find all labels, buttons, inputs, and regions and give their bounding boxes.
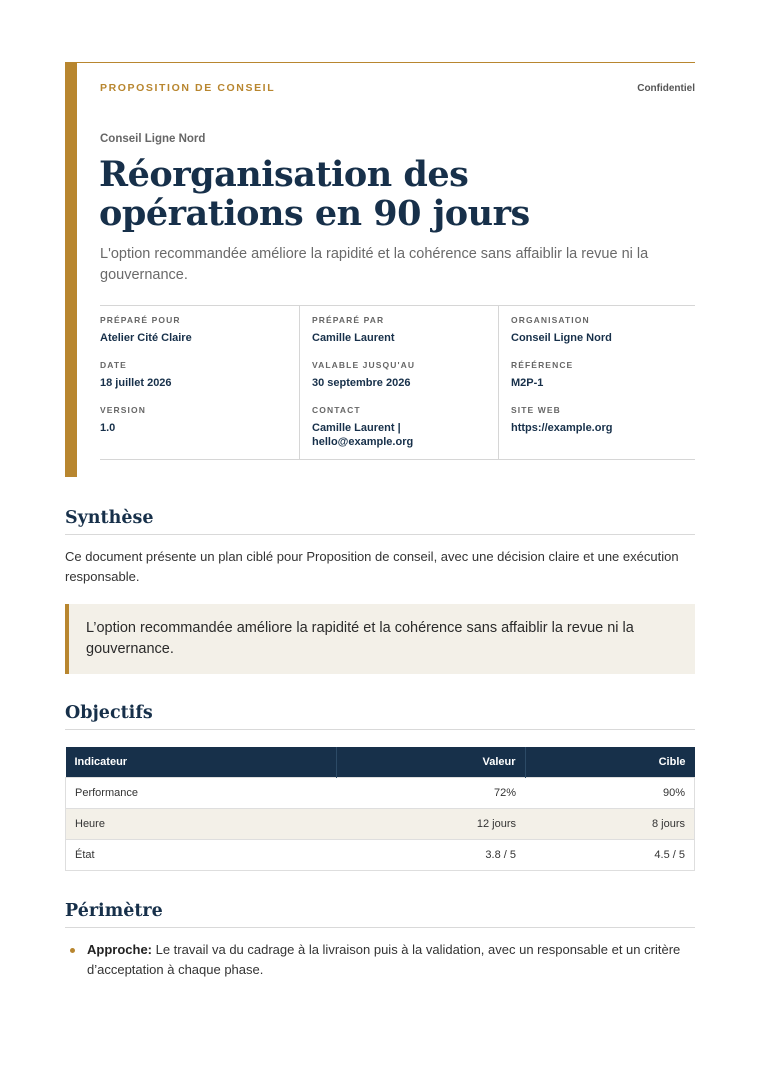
meta-prepared-for — [100, 315, 299, 360]
section-title-synthese: Synthèse — [65, 508, 695, 535]
table-cell: État — [66, 840, 337, 871]
document-title: Réorganisation des opérations en 90 jours — [99, 154, 530, 234]
metadata-column — [299, 306, 498, 459]
meta-reference — [511, 360, 695, 405]
meta-website-link[interactable]: https://example.org — [511, 422, 613, 434]
meta-label: VALABLE JUSQU'AU — [312, 360, 416, 370]
organization-name: Conseil Ligne Nord — [100, 133, 206, 145]
table-cell: 12 jours — [336, 809, 525, 840]
meta-label: PRÉPARÉ PAR — [312, 315, 385, 325]
bullet-icon — [70, 948, 75, 953]
table-cell: 72% — [336, 778, 525, 809]
section-title-perimetre: Périmètre — [65, 901, 695, 928]
meta-value: 30 septembre 2026 — [312, 377, 411, 389]
column-header-target: Cible — [525, 747, 695, 778]
document-subtitle: L'option recommandée améliore la rapidité et la cohérence sans affaiblir la revue ni la gouvernance. — [100, 246, 649, 283]
synthese-text: Ce document présente un plan ciblé pour Proposition de conseil, avec une décision claire et une exécution responsable. — [65, 549, 679, 584]
meta-label: CONTACT — [312, 405, 361, 415]
table-row — [66, 809, 695, 840]
column-header-indicator: Indicateur — [66, 747, 337, 778]
meta-value: M2P-1 — [511, 377, 544, 389]
meta-organization — [511, 315, 695, 360]
metadata-grid — [100, 305, 695, 460]
meta-value: Camille Laurent | hello@example.org — [312, 422, 414, 448]
objectives-table — [65, 747, 695, 871]
meta-label: VERSION — [100, 405, 146, 415]
table-row — [66, 840, 695, 871]
meta-version — [100, 405, 299, 450]
table-cell: 3.8 / 5 — [336, 840, 525, 871]
meta-value: Camille Laurent — [312, 332, 395, 344]
meta-label: PRÉPARÉ POUR — [100, 315, 181, 325]
meta-prepared-by — [312, 315, 498, 360]
table-cell: 8 jours — [525, 809, 695, 840]
section-title-objectifs: Objectifs — [65, 703, 695, 730]
meta-label: SITE WEB — [511, 405, 561, 415]
list-item — [65, 940, 695, 980]
meta-value: 18 juillet 2026 — [100, 377, 172, 389]
callout-box: L’option recommandée améliore la rapidité et la cohérence sans affaiblir la revue ni la gouvernance. — [65, 604, 695, 674]
metadata-column — [100, 306, 299, 459]
metadata-column — [498, 306, 695, 459]
meta-label: DATE — [100, 360, 127, 370]
scope-list — [65, 940, 695, 980]
table-cell: Performance — [66, 778, 337, 809]
accent-bar — [65, 62, 77, 477]
list-item-label: Approche: — [87, 942, 152, 957]
meta-contact — [312, 405, 498, 450]
meta-valid-until — [312, 360, 498, 405]
list-item-text: Le travail va du cadrage à la livraison puis à la validation, avec un responsable et un critère d’acceptation à chaque phase. — [87, 942, 681, 977]
meta-value: 1.0 — [100, 422, 116, 434]
meta-date — [100, 360, 299, 405]
meta-label: RÉFÉRENCE — [511, 360, 574, 370]
column-header-value: Valeur — [336, 747, 525, 778]
table-cell: Heure — [66, 809, 337, 840]
meta-value: Atelier Cité Claire — [100, 332, 192, 344]
meta-label: ORGANISATION — [511, 315, 590, 325]
table-cell: 4.5 / 5 — [525, 840, 695, 871]
confidential-label: Confidentiel — [637, 83, 695, 94]
table-cell: 90% — [525, 778, 695, 809]
table-row — [66, 778, 695, 809]
table-header-row — [66, 747, 695, 778]
meta-value: Conseil Ligne Nord — [511, 332, 612, 344]
cover-block — [65, 62, 695, 478]
meta-website — [511, 405, 695, 450]
document-type: PROPOSITION DE CONSEIL — [100, 82, 276, 94]
